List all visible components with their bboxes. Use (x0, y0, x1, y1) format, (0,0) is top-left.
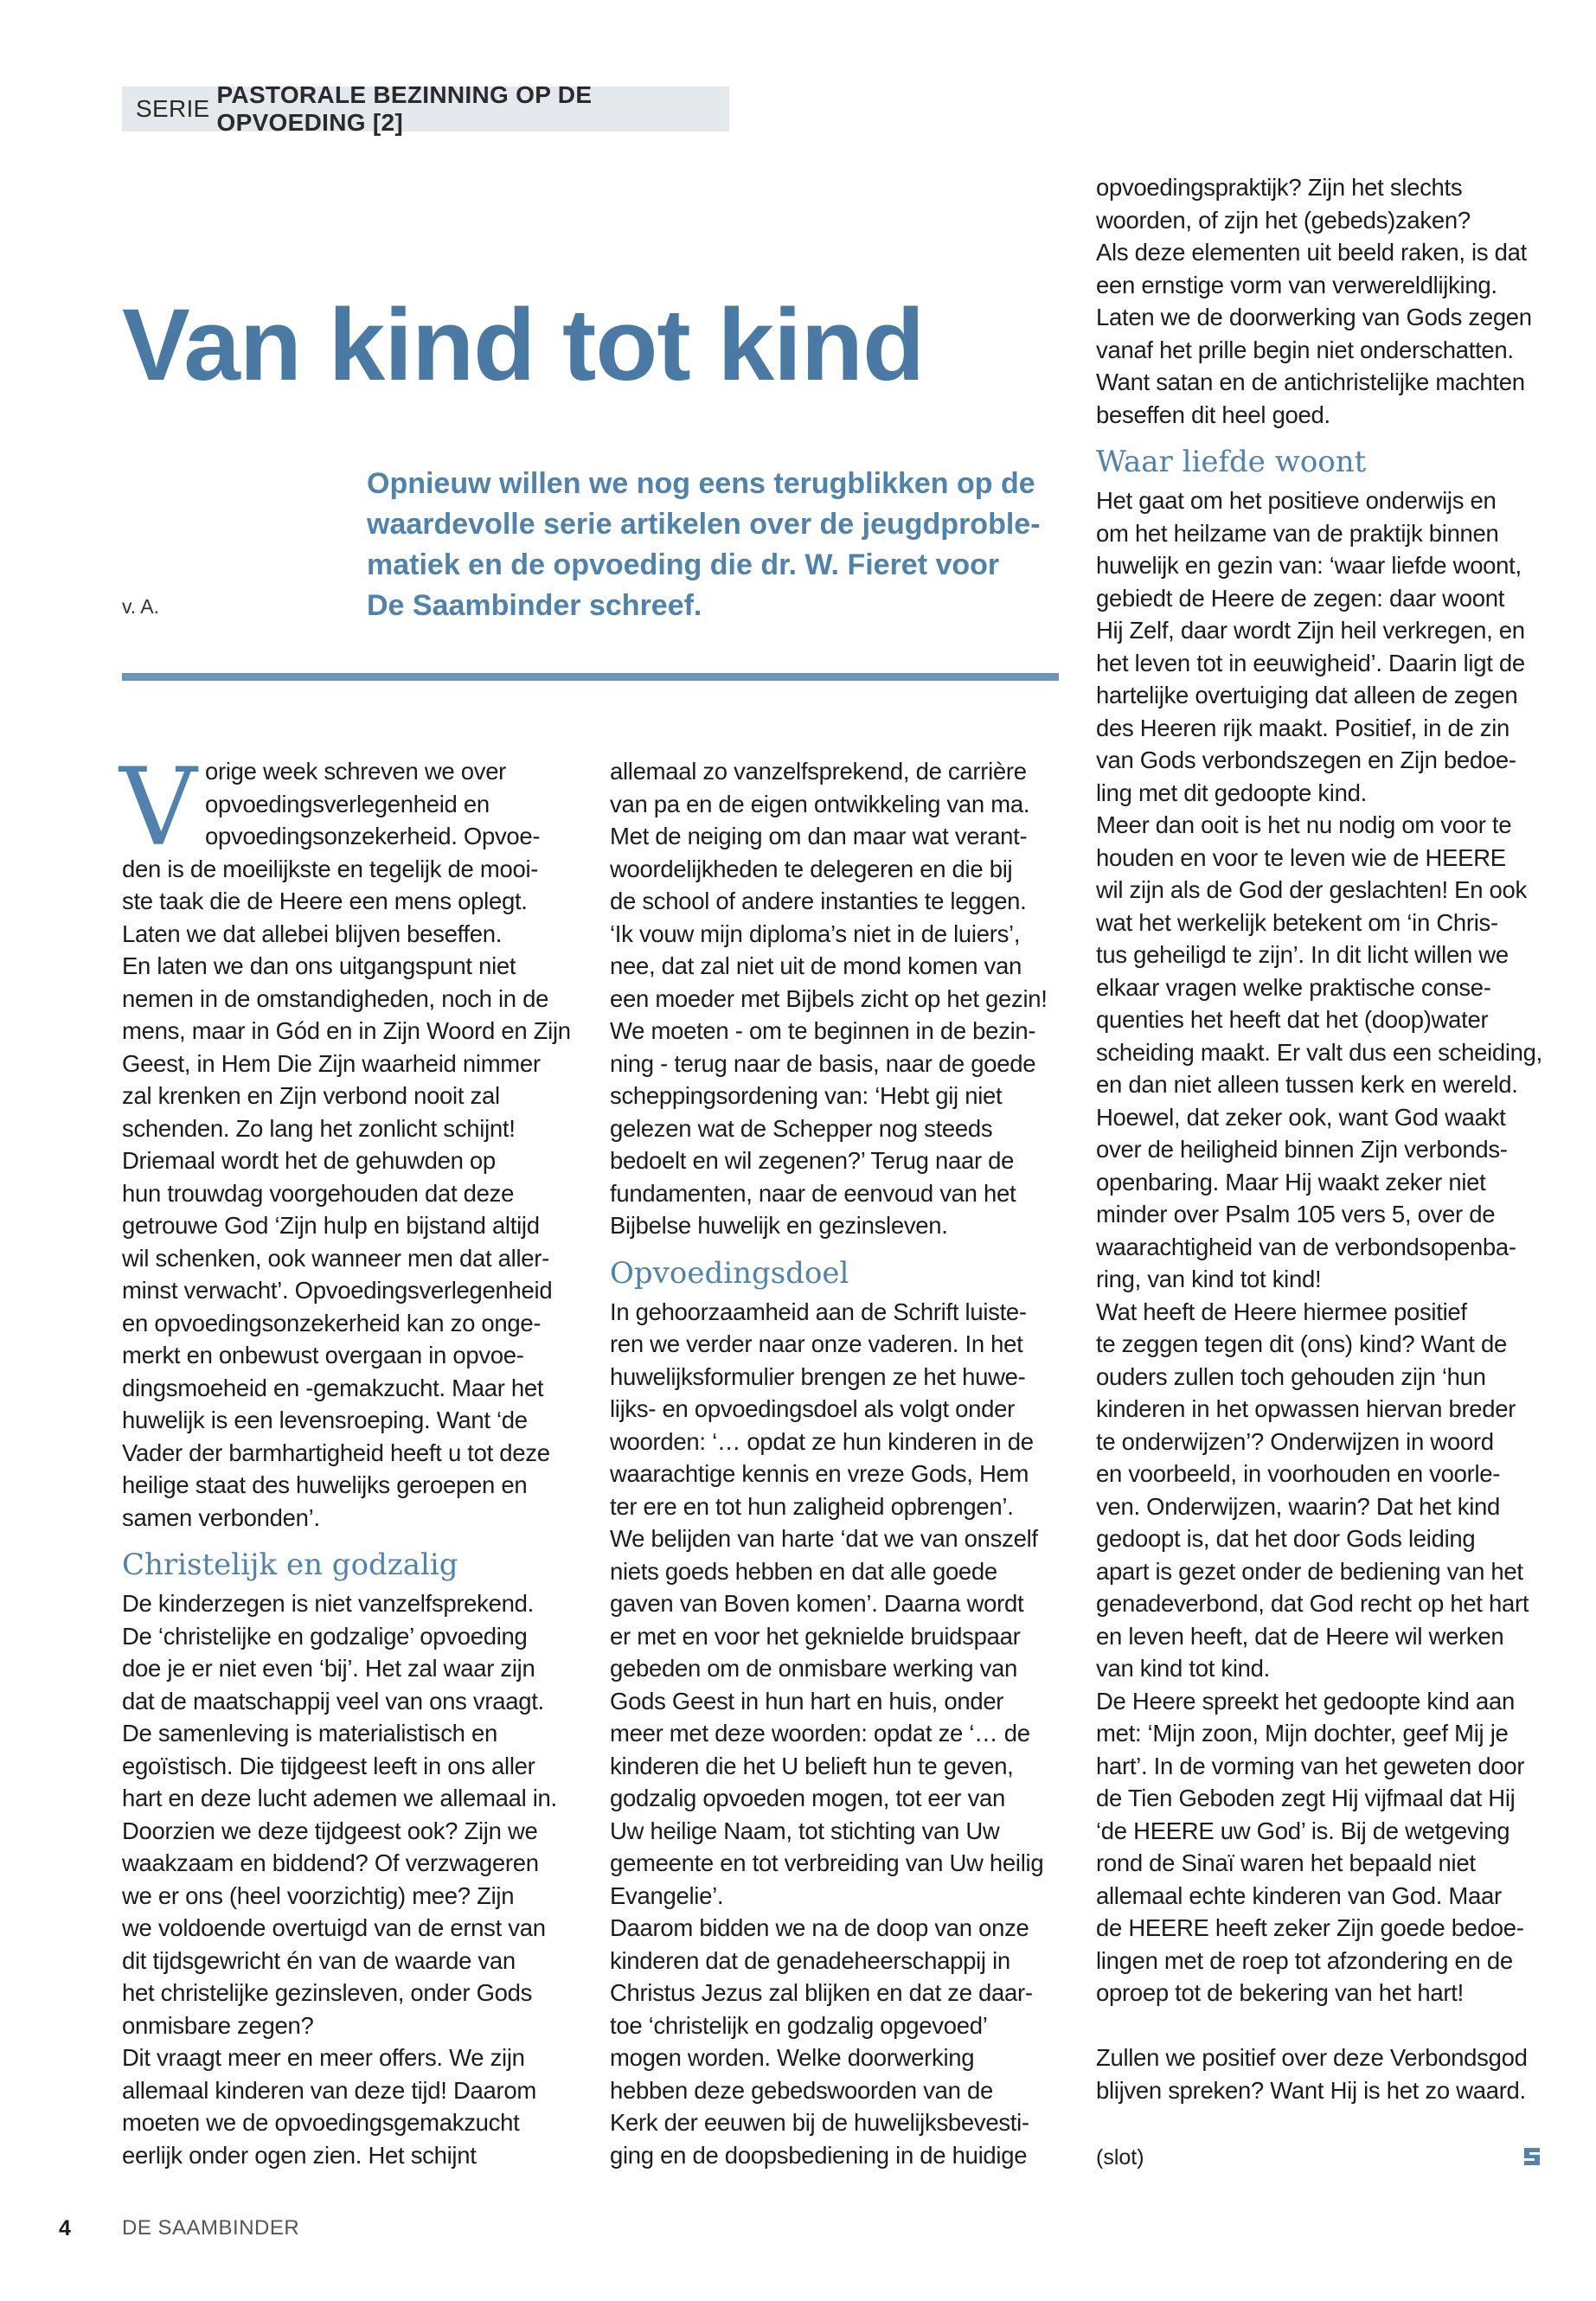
body-line: Met de neiging om dan maar wat verant- (610, 823, 1028, 849)
body-line: opvoedingsonzekerheid. Opvoe- (205, 823, 541, 849)
section-heading: Waar liefde woont (1096, 445, 1367, 479)
text-column-3 (1096, 171, 1554, 2106)
body-line: hartelijke overtuiging dat alleen de zegen (1096, 682, 1518, 708)
body-line: gaven van Boven komen’. Daarna wordt (610, 1590, 1024, 1617)
body-line: minder over Psalm 105 vers 5, over de (1096, 1201, 1496, 1227)
body-line: egoïstisch. Die tijdgeest leeft in ons aller (122, 1752, 535, 1779)
body-line: over de heiligheid binnen Zijn verbonds- (1096, 1136, 1508, 1163)
body-line: nemen in de omstandigheden, noch in de (122, 984, 549, 1012)
body-line: het christelijke gezinsleven, onder Gods (122, 1979, 533, 2006)
body-line: rond de Sinaï waren het bepaald niet (1096, 1849, 1476, 1876)
body-line: allemaal echte kinderen van God. Maar (1096, 1881, 1502, 1909)
body-line: we er ons (heel voorzichtig) mee? Zijn (122, 1881, 515, 1909)
body-line: ging en de doopsbediening in de huidige (610, 2141, 1028, 2169)
text-column-2 (610, 755, 1068, 2171)
body-line: Laten we dat allebei blijven beseffen. (122, 920, 503, 947)
body-line: te zeggen tegen dit (ons) kind? Want de (1096, 1330, 1507, 1357)
body-line: tus geheiligd te zijn’. In dit licht willen we (1096, 941, 1509, 968)
body-line: Bijbelse huwelijk en gezinsleven. (610, 1212, 948, 1239)
body-line: scheiding maakt. Er valt dus een scheiding, (1096, 1038, 1543, 1066)
body-line: doe je er niet even ‘bij’. Het zal waar zijn (122, 1655, 535, 1682)
body-line: blijven spreken? Want Hij is het zo waard. (1096, 2076, 1526, 2104)
body-line: De kinderzegen is niet vanzelfsprekend. (122, 1590, 534, 1617)
body-line: waarachtigheid van de verbondsopenba- (1096, 1233, 1516, 1260)
body-line: lijks- en opvoedingsdoel als volgt onder (610, 1395, 1016, 1422)
page-number: 4 (59, 2216, 71, 2240)
body-line: gebiedt de Heere de zegen: daar woont (1096, 584, 1505, 612)
body-line: kinderen in het opwassen hiervan breder (1096, 1395, 1516, 1422)
body-line: het leven tot in eeuwigheid’. Daarin ligt de (1096, 649, 1525, 676)
body-line: opvoedingspraktijk? Zijn het slechts (1096, 174, 1463, 201)
body-line: en dan niet alleen tussen kerk en wereld. (1096, 1071, 1518, 1098)
body-line: apart is gezet onder de bediening van het (1096, 1557, 1523, 1585)
body-line: Gods Geest in hun hart en huis, onder (610, 1687, 1004, 1715)
body-line: beseffen dit heel goed. (1096, 401, 1330, 428)
body-line: Hij Zelf, daar wordt Zijn heil verkregen, en (1096, 617, 1525, 644)
body-line: merkt en onbewust overgaan in opvoe- (122, 1342, 524, 1368)
body-line: de school of andere instanties te leggen. (610, 888, 1027, 914)
intro-line: Opnieuw willen we nog eens terugblikken op de (367, 467, 1035, 500)
body-line: gebeden om de onmisbare werking van (610, 1655, 1018, 1682)
body-line: we voldoende overtuigd van de ernst van (122, 1914, 546, 1941)
body-line: In gehoorzaamheid aan de Schrift luiste- (610, 1298, 1027, 1325)
body-line: minst verwacht’. Opvoedingsverlegenheid (122, 1277, 553, 1304)
body-line: wat het werkelijk betekent om ‘in Chris- (1096, 908, 1498, 936)
body-line: genadeverbond, dat God recht op het hart (1096, 1590, 1529, 1617)
body-line: dingsmoeheid en -gemakzucht. Maar het (122, 1374, 544, 1401)
body-line: Daarom bidden we na de doop van onze (610, 1914, 1029, 1941)
series-prefix: SERIE (136, 95, 210, 122)
body-line: De Heere spreekt het gedoopte kind aan (1096, 1687, 1515, 1715)
body-line: ste taak die de Heere een mens oplegt. (122, 888, 528, 914)
body-line: huwelijk is een levensroeping. Want ‘de (122, 1407, 528, 1433)
body-line: ning - terug naar de basis, naar de goede (610, 1049, 1036, 1077)
body-line: kinderen dat de genadeheerschappij in (610, 1946, 1010, 1974)
body-line: huwelijksformulier brengen ze het huwe- (610, 1362, 1026, 1390)
body-line: des Heeren rijk maakt. Positief, in de zin (1096, 714, 1510, 741)
body-line: dat de maatschappij veel van ons vraagt. (122, 1687, 544, 1715)
body-line: moeten we de opvoedingsgemakzucht (122, 2109, 520, 2136)
body-line: en leven heeft, dat de Heere wil werken (1096, 1622, 1504, 1650)
series-label (122, 81, 729, 136)
body-line: de Tien Geboden zegt Hij vijfmaal dat Hij (1096, 1785, 1516, 1811)
body-line: meer met deze woorden: opdat ze ‘… de (610, 1720, 1030, 1747)
author: v. A. (122, 595, 160, 618)
intro-lead (367, 464, 1041, 626)
body-line: gedoopt is, dat het door Gods leiding (1096, 1525, 1476, 1552)
body-line: Hoewel, dat zeker ook, want God waakt (1096, 1103, 1506, 1131)
body-line: Vader der barmhartigheid heeft u tot deze (122, 1439, 550, 1466)
body-line: We belijden van harte ‘dat we van onszelf (610, 1525, 1038, 1552)
body-line: bedoelt en wil zegenen?’ Terug naar de (610, 1147, 1015, 1174)
body-line: mogen worden. Welke doorwerking (610, 2044, 975, 2071)
body-line: van pa en de eigen ontwikkeling van ma. (610, 790, 1030, 817)
body-line: fundamenten, naar de eenvoud van het (610, 1179, 1016, 1207)
body-line: Als deze elementen uit beeld raken, is dat (1096, 239, 1527, 266)
body-line: niets goeds hebben en dat alle goede (610, 1557, 997, 1585)
body-line: onmisbare zegen? (122, 2011, 314, 2039)
body-line: een ernstige vorm van verwereldlijking. (1096, 271, 1497, 298)
body-line: vanaf het prille begin niet onderschatten. (1096, 336, 1514, 363)
body-line: woorden, of zijn het (gebeds)zaken? (1096, 206, 1471, 234)
body-line: zal krenken en Zijn verbond nooit zal (122, 1082, 500, 1109)
body-line: ouders zullen toch gehouden zijn ‘hun (1096, 1362, 1486, 1390)
body-line: samen verbonden’. (122, 1503, 320, 1531)
body-line: Laten we de doorwerking van Gods zegen (1096, 304, 1532, 330)
body-line: hart en deze lucht ademen we allemaal in. (122, 1785, 557, 1811)
body-line: godzalig opvoeden mogen, tot eer van (610, 1785, 1006, 1811)
body-line: scheppingsordening van: ‘Hebt gij niet (610, 1082, 1003, 1109)
body-line: lingen met de roep tot afzondering en de (1096, 1946, 1513, 1974)
body-line: elkaar vragen welke praktische conse- (1096, 973, 1491, 1001)
body-line: om het heilzame van de praktijk binnen (1096, 519, 1499, 547)
body-line: gemeente en tot verbreiding van Uw heilig (610, 1849, 1044, 1876)
paragraph-gap (1096, 2009, 1554, 2042)
intro-line: matiek en de opvoeding die dr. W. Fieret voor (367, 548, 1000, 581)
body-line: De ‘christelijke en godzalige’ opvoeding (122, 1622, 528, 1650)
body-line: er met en voor het geknielde bruidspaar (610, 1622, 1021, 1650)
body-line: schenden. Zo lang het zonlicht schijnt! (122, 1114, 516, 1142)
article-title: Van kind tot kind (122, 288, 925, 402)
body-line: Christus Jezus zal blijken en dat ze daar- (610, 1979, 1033, 2006)
body-line: Driemaal wordt het de gehuwden op (122, 1147, 496, 1174)
series-title: PASTORALE BEZINNING OP DE OPVOEDING [2] (216, 81, 593, 136)
body-line: wil schenken, ook wanneer men dat aller- (122, 1244, 549, 1272)
body-line: allemaal kinderen van deze tijd! Daarom (122, 2076, 536, 2104)
body-line: quenties het heeft dat het (doop)water (1096, 1006, 1489, 1033)
section-heading: Christelijk en godzalig (122, 1548, 458, 1582)
body-line: toe ‘christelijk en godzalig opgevoed’ (610, 2011, 988, 2039)
body-line: ven. Onderwijzen, waarin? Dat het kind (1096, 1492, 1501, 1520)
body-line: opvoedingsverlegenheid en (205, 790, 490, 817)
body-line: Dit vraagt meer en meer offers. We zijn (122, 2044, 525, 2071)
body-line: Zullen we positief over deze Verbondsgod (1096, 2044, 1528, 2071)
series-end-note: (slot) (1096, 2145, 1144, 2170)
divider-rule (122, 673, 1059, 681)
text-column-1 (122, 755, 580, 2171)
body-line: oproep tot de bekering van het hart! (1096, 1979, 1464, 2006)
body-line: Uw heilige Naam, tot stichting van Uw (610, 1817, 1000, 1844)
body-line: met: ‘Mijn zoon, Mijn dochter, geef Mij je (1096, 1720, 1509, 1747)
body-line: orige week schreven we over (205, 758, 507, 785)
body-line: ‘de HEERE uw God’ is. Bij de wetgeving (1096, 1817, 1510, 1844)
body-line: eerlijk onder ogen zien. Het schijnt (122, 2141, 477, 2169)
body-line: gelezen wat de Schepper nog steeds (610, 1114, 993, 1142)
body-line: ling met dit gedoopte kind. (1096, 779, 1367, 806)
body-line: waakzaam en biddend? Of verzwageren (122, 1849, 539, 1876)
body-line: En laten we dan ons uitgangspunt niet (122, 952, 516, 979)
body-line: allemaal zo vanzelfsprekend, de carrière (610, 758, 1027, 785)
body-line: Wat heeft de Heere hiermee positief (1096, 1298, 1467, 1325)
section-heading: Opvoedingsdoel (610, 1255, 849, 1291)
body-line: Doorzien we deze tijdgeest ook? Zijn we (122, 1817, 538, 1844)
body-line: Geest, in Hem Die Zijn waarheid nimmer (122, 1049, 541, 1077)
intro-line: waardevolle serie artikelen over de jeugdproble- (367, 508, 1041, 541)
body-line: hebben deze gebedswoorden van de (610, 2076, 993, 2104)
body-line: waarachtige kennis en vreze Gods, Hem (610, 1460, 1029, 1487)
drop-cap: V (119, 746, 197, 870)
body-line: houden en voor te leven wie de HEERE (1096, 843, 1506, 871)
body-line: Want satan en de antichristelijke machten (1096, 369, 1525, 395)
body-line: hun trouwdag voorgehouden dat deze (122, 1179, 515, 1207)
body-line: huwelijk en gezin van: ‘waar liefde woont, (1096, 552, 1522, 579)
body-line: en voorbeeld, in voorhouden en voorle- (1096, 1460, 1501, 1487)
body-line: te onderwijzen’? Onderwijzen in woord (1096, 1427, 1494, 1455)
body-line: de HEERE heeft zeker Zijn goede bedoe- (1096, 1914, 1524, 1941)
body-line: ter ere en tot hun zaligheid opbrengen’. (610, 1492, 1014, 1520)
body-line: mens, maar in Gód en in Zijn Woord en Zijn (122, 1017, 571, 1044)
body-line: kinderen die het U belieft hun te geven, (610, 1752, 1014, 1779)
body-line: dit tijdsgewricht én van de waarde van (122, 1946, 516, 1974)
body-line: getrouwe God ‘Zijn hulp en bijstand altijd (122, 1212, 540, 1239)
body-line: heilige staat des huwelijks geroepen en (122, 1471, 528, 1498)
body-line: nee, dat zal niet uit de mond komen van (610, 952, 1022, 979)
body-line: openbaring. Maar Hij waakt zeker niet (1096, 1168, 1486, 1195)
body-line: Het gaat om het positieve onderwijs en (1096, 487, 1497, 514)
body-line: wil zijn als de God der geslachten! En ook (1096, 876, 1527, 903)
body-line: ring, van kind tot kind! (1096, 1266, 1322, 1292)
body-line: We moeten - om te beginnen in de bezin- (610, 1017, 1036, 1044)
body-line: Meer dan ooit is het nu nodig om voor te (1096, 811, 1512, 838)
body-line: ren we verder naar onze vaderen. In het (610, 1330, 1023, 1357)
body-line: ‘Ik vouw mijn diploma’s niet in de luiers’, (610, 920, 1021, 947)
saambinder-end-icon (1521, 2145, 1543, 2168)
body-line: den is de moeilijkste en tegelijk de mooi- (122, 855, 539, 882)
body-line: een moeder met Bijbels zicht op het gezin! (610, 984, 1048, 1012)
body-line: woorden: ‘… opdat ze hun kinderen in de (610, 1427, 1034, 1455)
body-line: De samenleving is materialistisch en (122, 1720, 497, 1747)
intro-line: De Saambinder schreef. (367, 589, 702, 622)
body-line: en opvoedingsonzekerheid kan zo onge- (122, 1309, 542, 1336)
body-line: van kind tot kind. (1096, 1655, 1270, 1682)
body-line: woordelijkheden te delegeren en die bij (610, 855, 1013, 882)
body-line: Kerk der eeuwen bij de huwelijksbevesti- (610, 2109, 1029, 2136)
publication-name: DE SAAMBINDER (122, 2216, 300, 2240)
body-line: Evangelie’. (610, 1881, 724, 1909)
body-line: van Gods verbondszegen en Zijn bedoe- (1096, 747, 1516, 773)
body-line: hart’. In de vorming van het geweten door (1096, 1752, 1525, 1779)
